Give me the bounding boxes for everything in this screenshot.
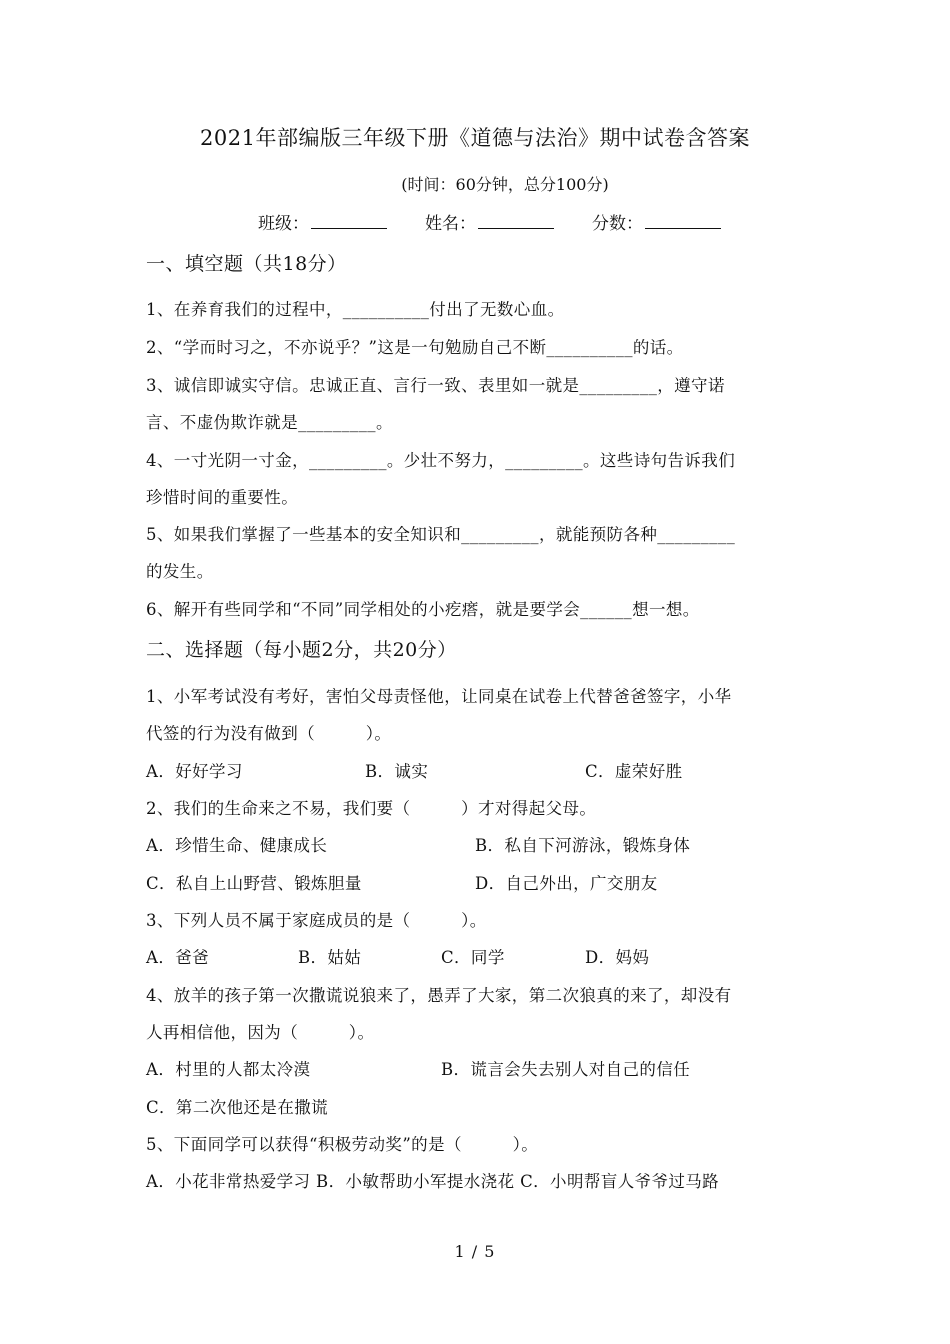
choice-question-4-line2: 人再相信他，因为（ ）。 <box>146 1023 375 1042</box>
choice-3-option-a: A．爸爸 <box>146 948 210 967</box>
name-field[interactable] <box>425 209 554 234</box>
page-title: 2021年部编版三年级下册《道德与法治》期中试卷含答案 <box>200 126 750 150</box>
choice-3-option-d: D．妈妈 <box>585 948 650 967</box>
choice-4-option-b: B．谎言会失去别人对自己的信任 <box>441 1060 691 1079</box>
fill-question-3-line1: 3、诚信即诚实守信。忠诚正直、言行一致、表里如一就是_________，遵守诺 <box>146 376 725 395</box>
choice-2-option-a: A．珍惜生命、健康成长 <box>146 836 328 855</box>
choice-5-options: A．小花非常热爱学习 B．小敏帮助小军提水浇花 C．小明帮盲人爷爷过马路 <box>146 1172 720 1191</box>
choice-4-option-a: A．村里的人都太冷漠 <box>146 1060 311 1079</box>
fill-question-2: 2、“学而时习之，不亦说乎？”这是一句勉励自己不断__________的话。 <box>146 338 684 357</box>
choice-1-option-c: C．虚荣好胜 <box>585 762 683 781</box>
choice-question-1-line2: 代签的行为没有做到（ ）。 <box>146 724 392 743</box>
class-blank[interactable] <box>311 210 387 229</box>
page-number: 1 / 5 <box>454 1242 496 1261</box>
choice-2-option-d: D．自己外出，广交朋友 <box>475 874 658 893</box>
choice-3-option-c: C．同学 <box>441 948 505 967</box>
section-heading-fill-blank: 一、填空题（共18分） <box>146 253 347 275</box>
student-info-fields <box>258 209 759 234</box>
score-blank[interactable] <box>645 210 721 229</box>
choice-question-4-line1: 4、放羊的孩子第一次撒谎说狼来了，愚弄了大家，第二次狼真的来了，却没有 <box>146 986 732 1005</box>
fill-question-5-line2: 的发生。 <box>146 562 214 581</box>
choice-3-option-b: B．姑姑 <box>298 948 362 967</box>
exam-time-info: (时间：60分钟，总分100分) <box>401 175 609 194</box>
choice-1-option-a: A．好好学习 <box>146 762 243 781</box>
name-blank[interactable] <box>478 210 554 229</box>
choice-4-option-c: C．第二次他还是在撒谎 <box>146 1098 329 1117</box>
fill-question-5-line1: 5、如果我们掌握了一些基本的安全知识和_________，就能预防各种_________ <box>146 525 736 544</box>
class-field[interactable] <box>258 209 387 234</box>
choice-question-1-line1: 1、小军考试没有考好，害怕父母责怪他，让同桌在试卷上代替爸爸签字，小华 <box>146 687 732 706</box>
score-label: 分数： <box>592 214 643 234</box>
class-label: 班级： <box>258 214 309 234</box>
fill-question-4-line1: 4、一寸光阴一寸金，_________。少壮不努力，_________。这些诗句告诉我们 <box>146 451 736 470</box>
section-heading-choice: 二、选择题（每小题2分，共20分） <box>146 639 457 661</box>
choice-question-5: 5、下面同学可以获得“积极劳动奖”的是（ ）。 <box>146 1135 539 1154</box>
choice-1-option-b: B．诚实 <box>365 762 429 781</box>
fill-question-4-line2: 珍惜时间的重要性。 <box>146 488 299 507</box>
fill-question-3-line2: 言、不虚伪欺诈就是_________。 <box>146 413 393 432</box>
choice-2-option-c: C．私自上山野营、锻炼胆量 <box>146 874 362 893</box>
choice-question-3: 3、下列人员不属于家庭成员的是（ ）。 <box>146 911 487 930</box>
fill-question-1: 1、在养育我们的过程中，__________付出了无数心血。 <box>146 300 565 319</box>
choice-2-option-b: B．私自下河游泳，锻炼身体 <box>475 836 691 855</box>
name-label: 姓名： <box>425 214 476 234</box>
fill-question-6: 6、解开有些同学和“不同”同学相处的小疙瘩，就是要学会______想一想。 <box>146 600 700 619</box>
choice-question-2: 2、我们的生命来之不易，我们要（ ）才对得起父母。 <box>146 799 597 818</box>
score-field[interactable] <box>592 209 721 234</box>
